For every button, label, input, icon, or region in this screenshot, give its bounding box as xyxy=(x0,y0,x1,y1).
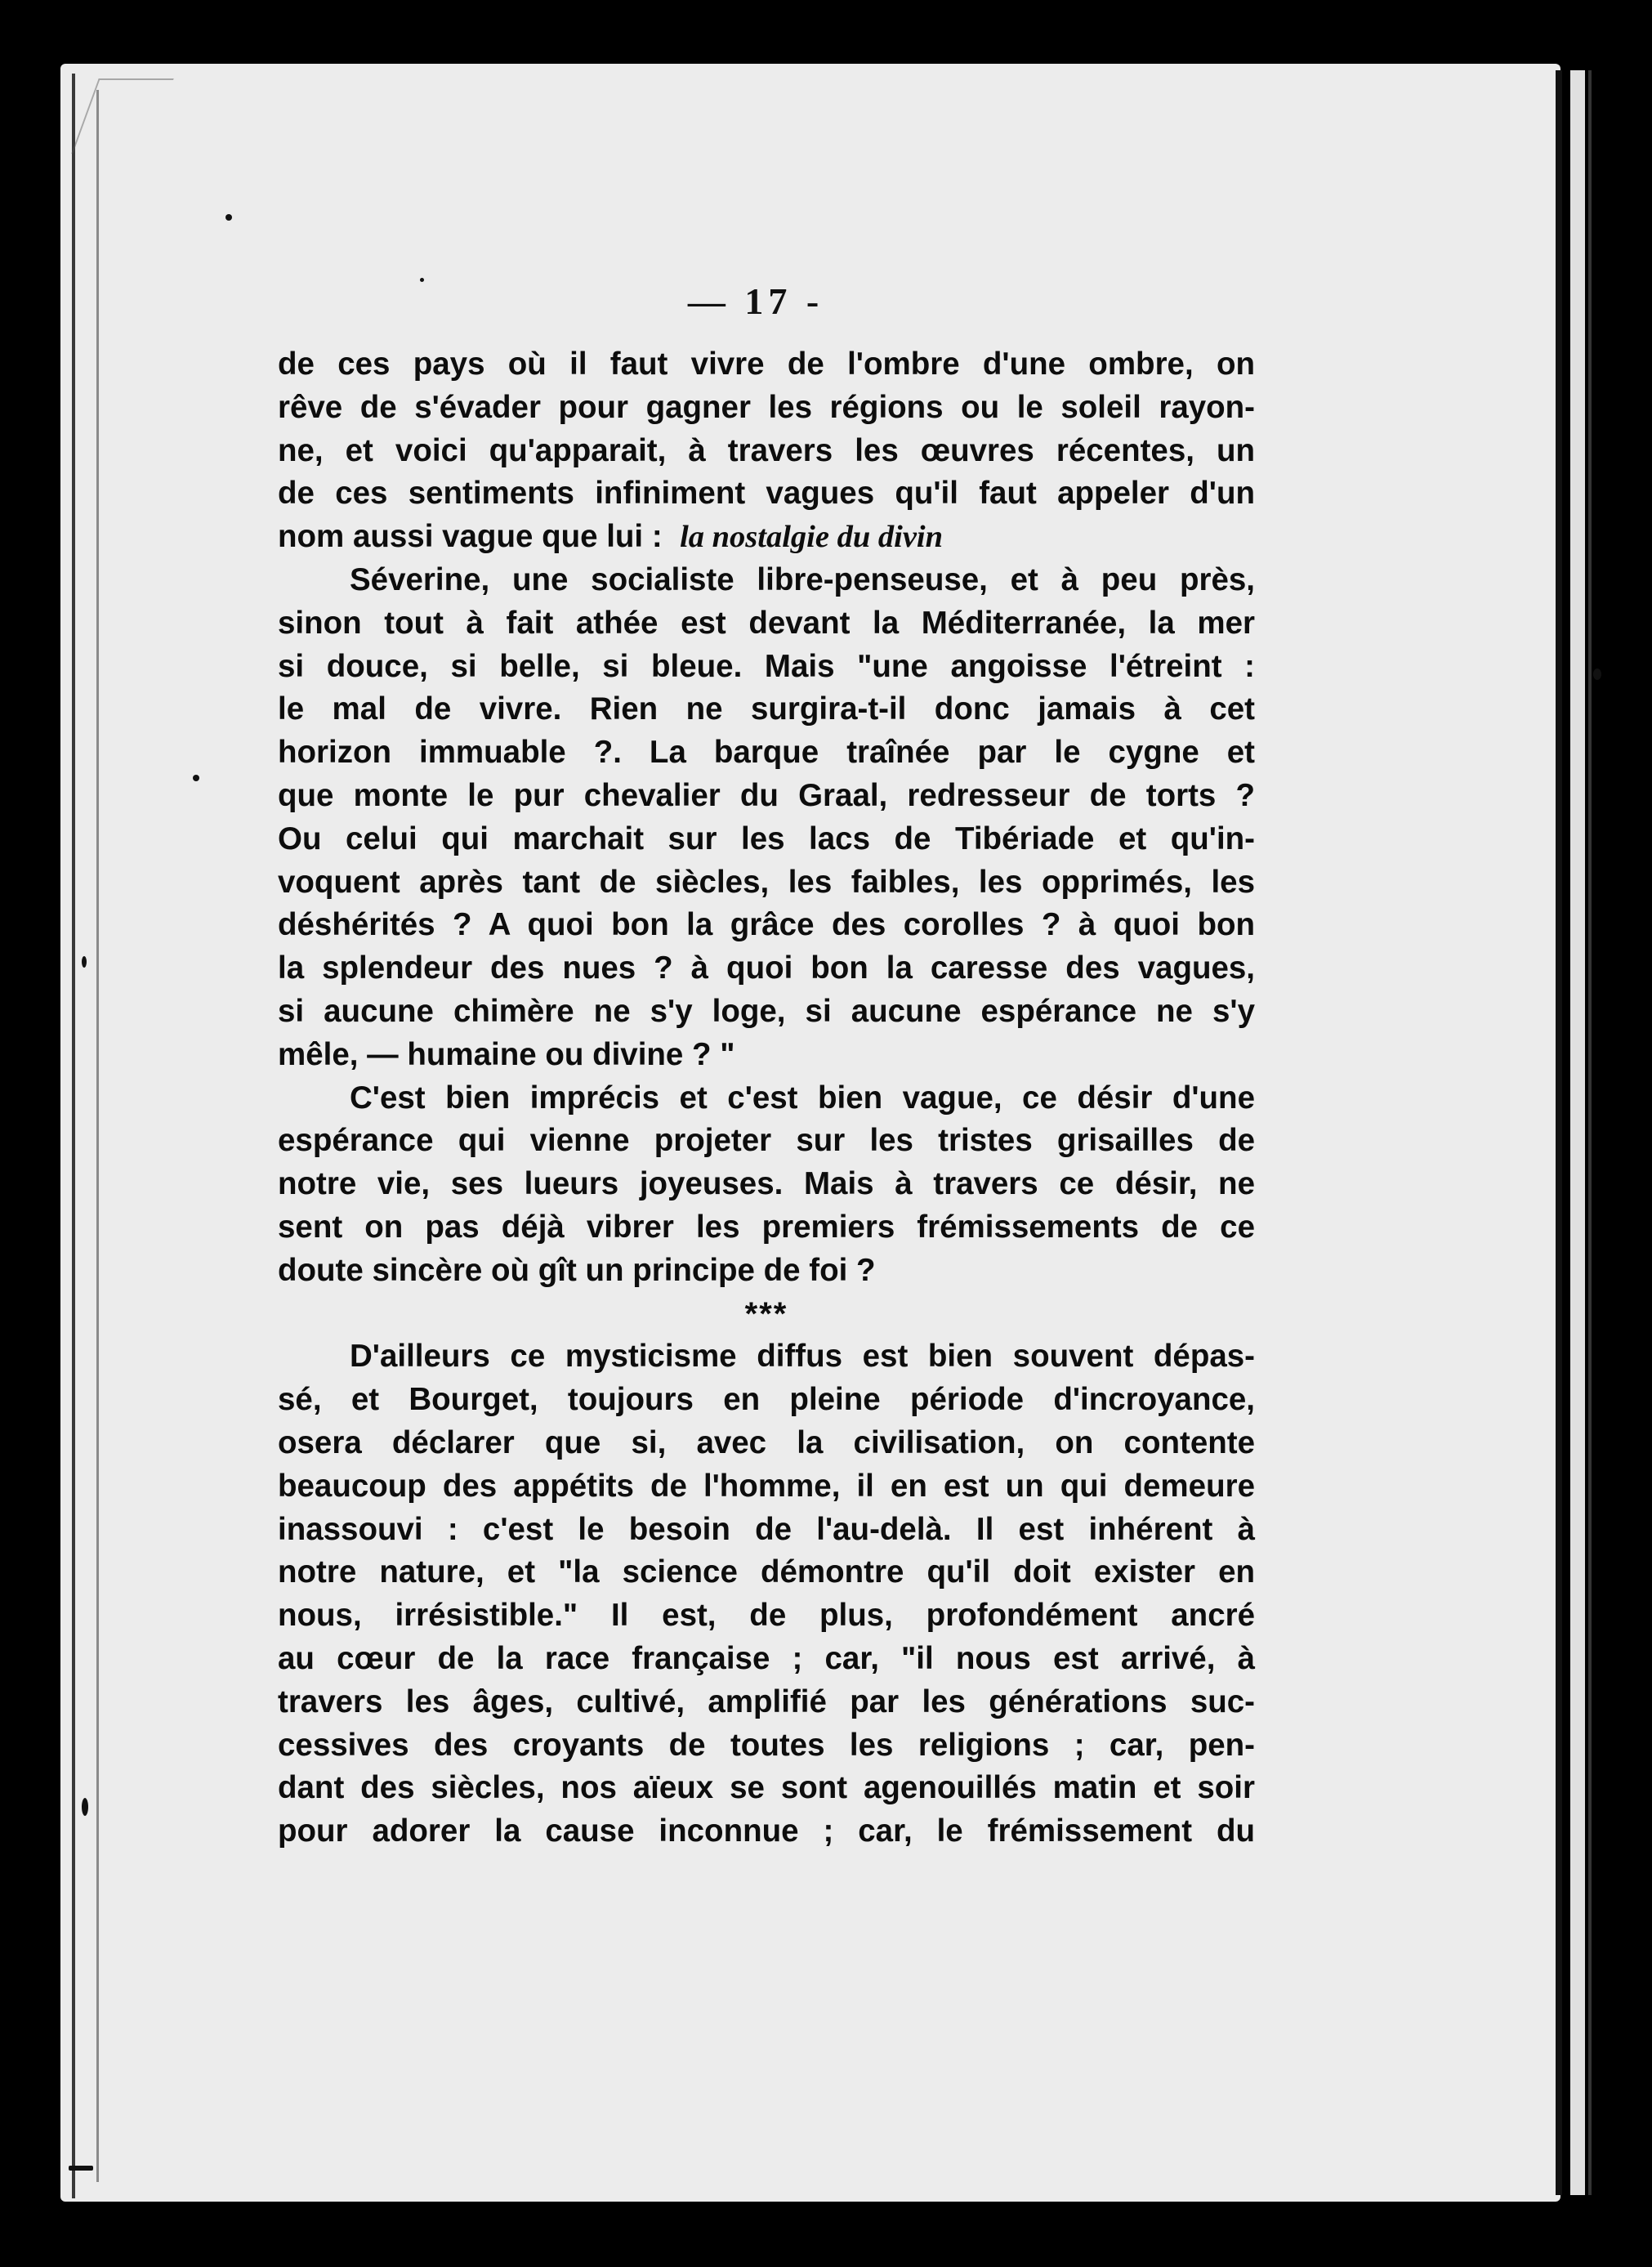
text-line: dant des siècles, nos aïeux se sont agenouillés matin et soir xyxy=(278,1770,1255,1806)
text-line: de ces sentiments infiniment vagues qu'il faut appeler d'un xyxy=(278,476,1255,512)
text-line: cessives des croyants de toutes les religions ; car, pen- xyxy=(278,1727,1255,1763)
text-line: D'ailleurs ce mysticisme diffus est bien souvent dépas- xyxy=(350,1339,1255,1375)
text-line: C'est bien imprécis et c'est bien vague, ce désir d'une xyxy=(350,1080,1255,1116)
text-line: Ou celui qui marchait sur les lacs de Tibériade et qu'in- xyxy=(278,821,1255,856)
page-edge-shadow xyxy=(1588,70,1592,2195)
text-line: déshérités ? A quoi bon la grâce des corolles ? à quoi bon xyxy=(278,907,1255,943)
text-line: Séverine, une socialiste libre-penseuse, et à peu près, xyxy=(350,561,1255,597)
text-line: sé, et Bourget, toujours en pleine période d'incroyance, xyxy=(278,1382,1255,1418)
text-line: inassouvi : c'est le besoin de l'au-delà. Il est inhérent à xyxy=(278,1511,1255,1547)
text-line: nous, irrésistible." Il est, de plus, profondément ancré xyxy=(278,1598,1255,1634)
text-line: la splendeur des nues ? à quoi bon la caresse des vagues, xyxy=(278,950,1255,986)
text-line: si aucune chimère ne s'y loge, si aucune espérance ne s'y xyxy=(278,993,1255,1029)
speck xyxy=(193,775,199,781)
section-separator: *** xyxy=(744,1295,788,1332)
text-line: pour adorer la cause inconnue ; car, le frémissement du xyxy=(278,1813,1255,1849)
text-line: que monte le pur chevalier du Graal, redresseur de torts ? xyxy=(278,777,1255,813)
text-line: le mal de vivre. Rien ne surgira-t-il donc jamais à cet xyxy=(278,691,1255,727)
text-line: ne, et voici qu'apparait, à travers les œuvres récentes, un xyxy=(278,432,1255,468)
speck xyxy=(1593,668,1601,680)
binding-line xyxy=(72,74,75,2198)
text-line: espérance qui vienne projeter sur les tristes grisailles de xyxy=(278,1123,1255,1159)
text-line: horizon immuable ?. La barque traînée par le cygne et xyxy=(278,735,1255,771)
text-line: au cœur de la race française ; car, "il nous est arrivé, à xyxy=(278,1640,1255,1676)
body-text xyxy=(278,343,1255,1853)
text-line: si douce, si belle, si bleue. Mais "une angoisse l'étreint : xyxy=(278,648,1255,684)
text-line: rêve de s'évader pour gagner les régions ou le soleil rayon- xyxy=(278,389,1255,425)
italic-phrase: la nostalgie du divin xyxy=(680,520,944,555)
speck xyxy=(69,2166,93,2171)
text-line: notre nature, et "la science démontre qu'il doit exister en xyxy=(278,1554,1255,1590)
page-edge-right xyxy=(1556,70,1562,2195)
speck xyxy=(82,1798,88,1816)
speck xyxy=(225,214,232,221)
speck xyxy=(82,956,87,968)
text-line: sent on pas déjà vibrer les premiers frémissements de ce xyxy=(278,1209,1255,1245)
text-fragment: nom aussi vague que lui : xyxy=(278,519,663,555)
page-number: — 17 - xyxy=(687,280,824,322)
text-line xyxy=(278,516,1255,559)
text-line: de ces pays où il faut vivre de l'ombre d'une ombre, on xyxy=(278,347,1255,382)
text-line: travers les âges, cultivé, amplifié par les générations suc- xyxy=(278,1683,1255,1719)
page-edge-next xyxy=(1570,70,1585,2195)
text-line: osera déclarer que si, avec la civilisation, on contente xyxy=(278,1424,1255,1460)
text-line: mêle, — humaine ou divine ? " xyxy=(278,1036,735,1072)
binding-shadow xyxy=(96,90,99,2182)
text-line: sinon tout à fait athée est devant la Méditerranée, la mer xyxy=(278,605,1255,641)
text-line: voquent après tant de siècles, les faibles, les opprimés, les xyxy=(278,864,1255,900)
text-line: beaucoup des appétits de l'homme, il en est un qui demeure xyxy=(278,1468,1255,1504)
text-line: doute sincère où gît un principe de foi ? xyxy=(278,1252,876,1288)
text-line: notre vie, ses lueurs joyeuses. Mais à travers ce désir, ne xyxy=(278,1166,1255,1202)
